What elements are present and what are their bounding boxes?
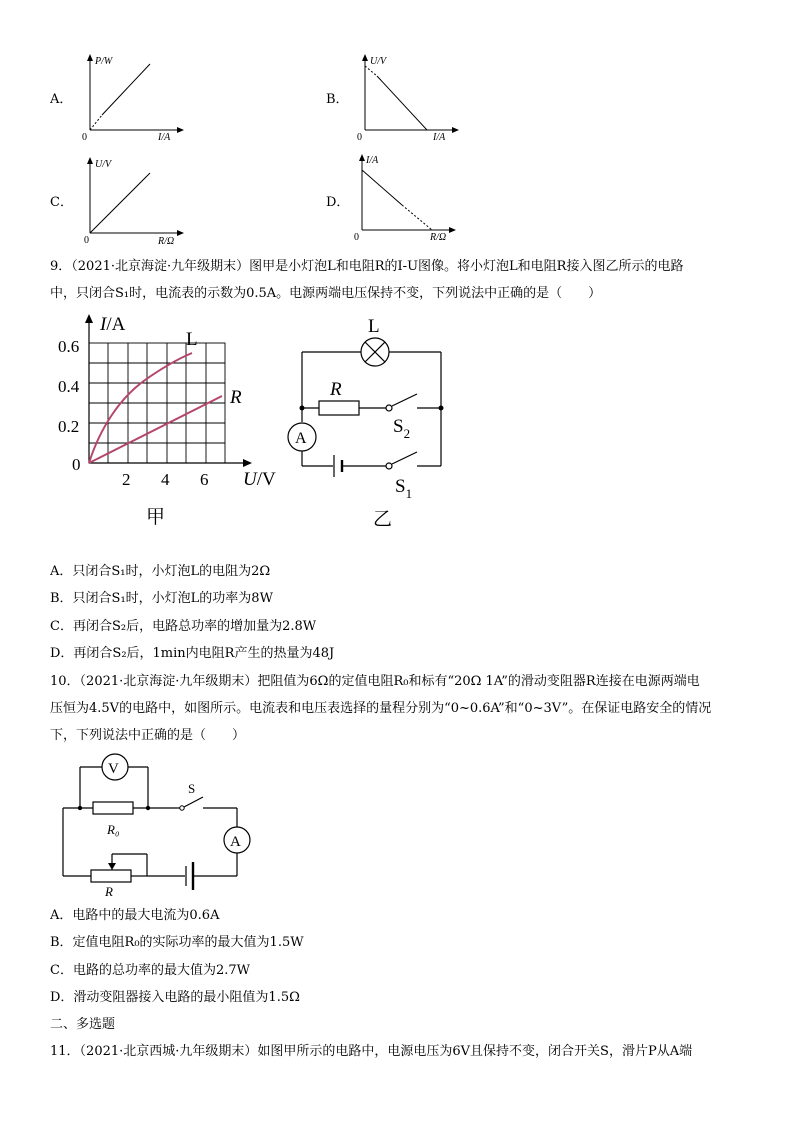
q10-rheostat-label: R bbox=[105, 884, 113, 899]
q11-stem-line1: 11．（2021·北京西城·九年级期末）如图甲所示的电路中，电源电压为6V且保持不变，闭合开关S，滑片P从A端 bbox=[50, 1044, 693, 1059]
q9-circuit bbox=[285, 310, 455, 530]
q9-switch-s2 bbox=[392, 394, 417, 406]
q9-curve-l bbox=[89, 353, 192, 463]
option-b-graph bbox=[355, 52, 465, 142]
option-d-y-axis: I/A bbox=[366, 155, 379, 166]
q9-option-b: B．只闭合S₁时，小灯泡L的功率为8W bbox=[50, 591, 273, 606]
option-d-letter: D． bbox=[326, 195, 350, 210]
q9-origin: 0 bbox=[72, 455, 81, 474]
q9-curve-l-label: L bbox=[186, 329, 198, 350]
q10-circuit bbox=[55, 750, 265, 900]
q10-option-a: A．电路中的最大电流为0.6A bbox=[50, 908, 220, 923]
section2-title: 二、多选题 bbox=[50, 1017, 116, 1032]
q9-lamp-label: L bbox=[368, 316, 380, 337]
option-a-letter: A． bbox=[50, 92, 73, 107]
option-a-origin: 0 bbox=[82, 132, 87, 142]
option-a-y-axis: P/W bbox=[95, 56, 113, 67]
q10-switch-symbol bbox=[184, 797, 203, 807]
q9-option-d: D．再闭合S₂后，1min内电阻R产生的热量为48J bbox=[50, 646, 335, 661]
q9-ammeter-label: A bbox=[295, 430, 307, 447]
q9-graph-caption: 甲 bbox=[146, 507, 166, 528]
q10-voltmeter-label: V bbox=[108, 761, 119, 777]
option-d-origin: 0 bbox=[354, 232, 359, 243]
q9-s2-label: $S_2$ bbox=[393, 416, 411, 441]
q9-stem-line1: 9．（2021·北京海淀·九年级期末）图甲是小灯泡L和电阻R的I-U图像。将小灯泡L和电阻R接入图乙所示的电路 bbox=[50, 259, 684, 274]
q10-stem-line1: 10．（2021·北京海淀·九年级期末）把阻值为6Ω的定值电阻R₀和标有“20Ω 1A”的滑动变阻器R连接在电源两端电 bbox=[50, 674, 700, 689]
q9-iu-graph bbox=[40, 308, 290, 533]
q9-y-tick-0.6: 0.6 bbox=[58, 337, 80, 356]
option-c-x-axis: R/Ω bbox=[158, 236, 175, 247]
q9-option-c: C．再闭合S₂后，电路总功率的增加量为2.8W bbox=[50, 619, 317, 634]
q10-stem-line3: 下，下列说法中正确的是（ ） bbox=[50, 728, 246, 743]
option-d-graph bbox=[352, 150, 462, 244]
option-d-x-axis: R/Ω bbox=[430, 232, 447, 243]
q10-option-b: B．定值电阻R₀的实际功率的最大值为1.5W bbox=[50, 935, 304, 950]
q9-circuit-caption: 乙 bbox=[373, 509, 393, 530]
option-c-letter: C． bbox=[50, 195, 73, 210]
q9-x-tick-6: 6 bbox=[200, 470, 209, 489]
q9-s1-label: $S_1$ bbox=[395, 476, 413, 501]
option-b-letter: B． bbox=[326, 92, 349, 107]
q10-rheostat-symbol bbox=[91, 870, 131, 882]
q10-r0-label: R₀ bbox=[107, 822, 120, 837]
q9-y-label: I/A bbox=[100, 314, 126, 335]
option-b-y-axis: U/V bbox=[370, 56, 387, 67]
option-b-origin: 0 bbox=[357, 132, 362, 142]
q10-ammeter-label: A bbox=[230, 834, 241, 850]
q10-switch-label: S bbox=[188, 781, 196, 796]
q9-curve-r bbox=[89, 396, 222, 463]
q9-stem-line2: 中，只闭合S₁时，电流表的示数为0.5A。电源两端电压保持不变，下列说法中正确的是（ ） bbox=[50, 286, 602, 301]
q9-y-tick-0.4: 0.4 bbox=[58, 377, 80, 396]
option-b-x-axis: I/A bbox=[433, 132, 446, 142]
q10-option-d: D．滑动变阻器接入电路的最小阻值为1.5Ω bbox=[50, 990, 300, 1005]
option-c-graph bbox=[80, 155, 190, 247]
q10-r0-symbol bbox=[93, 802, 133, 814]
q10-stem-line2: 压恒为4.5V的电路中，如图所示。电流表和电压表选择的量程分别为“0~0.6A”和“0~3V”。在保证电路安全的情况 bbox=[50, 701, 712, 716]
q10-option-c: C．电路的总功率的最大值为2.7W bbox=[50, 963, 250, 978]
q9-graph-grid bbox=[89, 343, 225, 463]
q9-resistor-label: R bbox=[330, 379, 342, 400]
q9-curve-r-label: R bbox=[230, 387, 242, 408]
option-c-origin: 0 bbox=[84, 235, 89, 246]
q9-switch-s1 bbox=[392, 452, 417, 464]
q9-y-tick-0.2: 0.2 bbox=[58, 417, 80, 436]
q10-slider-arrow bbox=[108, 863, 116, 870]
q9-x-label: U/V bbox=[243, 469, 276, 490]
option-c-y-axis: U/V bbox=[95, 159, 112, 170]
q9-x-tick-2: 2 bbox=[122, 470, 131, 489]
q9-resistor-symbol bbox=[319, 401, 359, 415]
option-a-x-axis: I/A bbox=[158, 132, 171, 142]
q9-x-tick-4: 4 bbox=[161, 470, 170, 489]
q9-option-a: A．只闭合S₁时，小灯泡L的电阻为2Ω bbox=[50, 564, 271, 579]
option-a-graph bbox=[80, 52, 190, 142]
